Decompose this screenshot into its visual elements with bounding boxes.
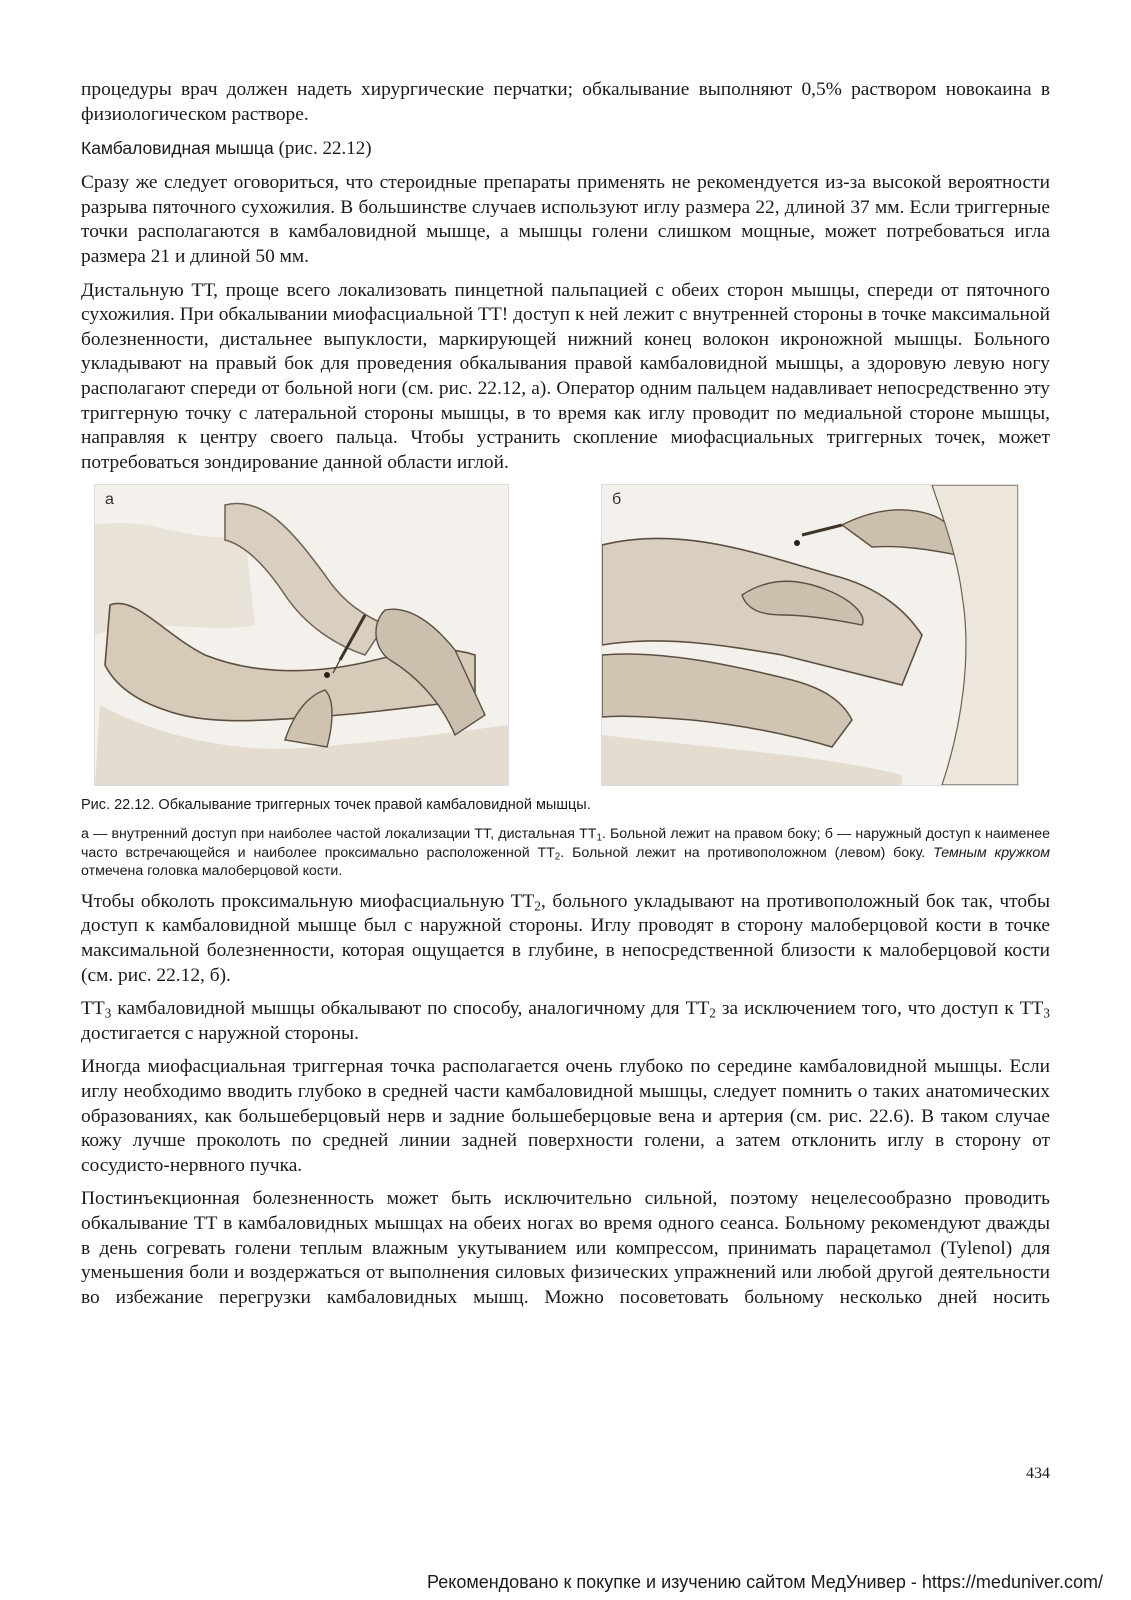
- p4-text-4: достигается с наружной стороны.: [81, 1022, 359, 1044]
- paragraph-deep-tt: Иногда миофасциальная триггерная точка располагается очень глубоко по середине камбаловидной мышцы. Если иглу необходимо вводить глубоко в средней части камбаловидной мышцы, следует помнить о таких анатомических образованиях, как большеберцовый нерв и задние большеберцовые вена и артерия (см. рис. 22.6). В таком случае кожу лучше проколоть по средней линии задней поверхности голени, а затем отклонить иглу в сторону от сосудисто-нервного пучка.: [81, 1056, 1050, 1176]
- caption-text-4: отмечена головка малоберцовой кости.: [81, 863, 343, 880]
- caption-subscript-1: 1: [596, 832, 602, 844]
- p3-text-1: Чтобы обколоть проксимальную миофасциальную ТТ: [81, 890, 535, 912]
- paragraph-steroids: Сразу же следует оговориться, что стероидные препараты применять не рекомендуется из-за высокой вероятности разрыва пяточного сухожилия. В большинстве случаев используют иглу размера 22, длиной 37 мм. Если триггерные точки располагаются в камбаловидной мышце, а мышцы голени слишком мощные, может потребоваться игла размера 21 и длиной 50 мм.: [81, 172, 1050, 267]
- leg-injection-illustration-a: [95, 485, 508, 785]
- paragraph-post-injection: Постинъекционная болезненность может быть исключительно сильной, поэтому нецелесообразно проводить обкалывание ТТ в камбаловидных мышцах на обеих ногах во время одного сеанса. Больному рекомендуют дважды в день согревать голени теплым влажным укутыванием или компрессом, принимать парацетамол (Tylenol) для уменьшения боли и воздержаться от выполнения силовых физических упражнений или любой другой деятельности во избежание перегрузки камбаловидных мышц. Можно посоветовать больному несколько дней носить: [81, 1188, 1050, 1308]
- paragraph-tt3: [81, 997, 1050, 1046]
- leg-injection-illustration-b: [602, 485, 1018, 785]
- document-page: [81, 78, 1050, 1319]
- figure-caption-body: [81, 825, 1050, 881]
- caption-text-3: . Больной лежит на противоположном (левом) боку.: [560, 844, 934, 861]
- figure-panel-b-label: б: [612, 491, 622, 509]
- section-figure-ref: (рис. 22.12): [278, 138, 372, 160]
- caption-text-1: а — внутренний доступ при наиболее частой локализации ТТ, дистальная ТТ: [81, 826, 597, 843]
- section-heading: [81, 136, 1050, 161]
- caption-italic: Темным кружком: [933, 844, 1051, 861]
- figure-panel-a-label: а: [105, 491, 114, 509]
- paragraph-distal-tt: Дистальную ТТ, проще всего локализовать пинцетной пальпацией с обеих сторон мышцы, спереди от пяточного сухожилия. При обкалывании миофасциальной ТТ! доступ к ней лежит с внутренней стороны в точке максимальной болезненности, дистальнее выпуклости, маркирующей нижний конец волокон икроножной мышцы. Больного укладывают на правый бок для проведения обкалывания правой камбаловидной мышцы, а здоровую левую ногу располагают спереди от больной ноги (см. рис. 22.12, а). Оператор одним пальцем надавливает непосредственно эту триггерную точку с латеральной стороны мышцы, в то время как иглу проводит по медиальной стороне мышцы, направляя к центру своего пальца. Чтобы устранить скопление миофасциальных триггерных точек, может потребоваться зондирование данной области иглой.: [81, 279, 1050, 473]
- p3-text-2: , больного укладывают на противоположный бок так, чтобы доступ к камбаловидной мышце был с наружной стороны. Иглу проводят в сторону малоберцовой кости в точке максимальной болезненности, которая ощущается в глубине, в непосредственной близости к малоберцовой кости (см. рис. 22.12, б).: [81, 890, 1050, 986]
- p3-subscript-1: 2: [534, 898, 541, 914]
- figure-panel-a: [94, 484, 509, 786]
- paragraph-proximal-tt2: [81, 890, 1050, 988]
- figure-caption-title: Рис. 22.12. Обкалывание триггерных точек правой камбаловидной мышцы.: [81, 797, 591, 814]
- p4-text-1: ТТ: [81, 998, 105, 1020]
- p4-subscript-2: 2: [709, 1005, 716, 1021]
- page-number: 434: [1026, 1465, 1050, 1482]
- footer-recommendation: Рекомендовано к покупке и изучению сайтом МедУнивер - https://meduniver.com/: [427, 1572, 1103, 1592]
- caption-text-2: . Больной лежит на правом боку; б — наружный доступ к наименее часто встречающейся и наиболее проксимально расположенной ТТ: [81, 826, 1050, 861]
- p4-subscript-3: 3: [1043, 1005, 1050, 1021]
- intro-paragraph: процедуры врач должен надеть хирургические перчатки; обкалывание выполняют 0,5% раствором новокаина в физиологическом растворе.: [81, 79, 1050, 125]
- caption-subscript-2: 2: [554, 851, 561, 863]
- figure-22-12: [81, 484, 1050, 784]
- p4-text-3: за исключением того, что доступ к ТТ: [715, 998, 1044, 1020]
- p4-text-2: камбаловидной мышцы обкалывают по способу, аналогичному для ТТ: [111, 998, 710, 1020]
- section-title: Камбаловидная мышца: [81, 138, 274, 159]
- p4-subscript-1: 3: [104, 1005, 112, 1021]
- figure-panel-b: [601, 484, 1019, 786]
